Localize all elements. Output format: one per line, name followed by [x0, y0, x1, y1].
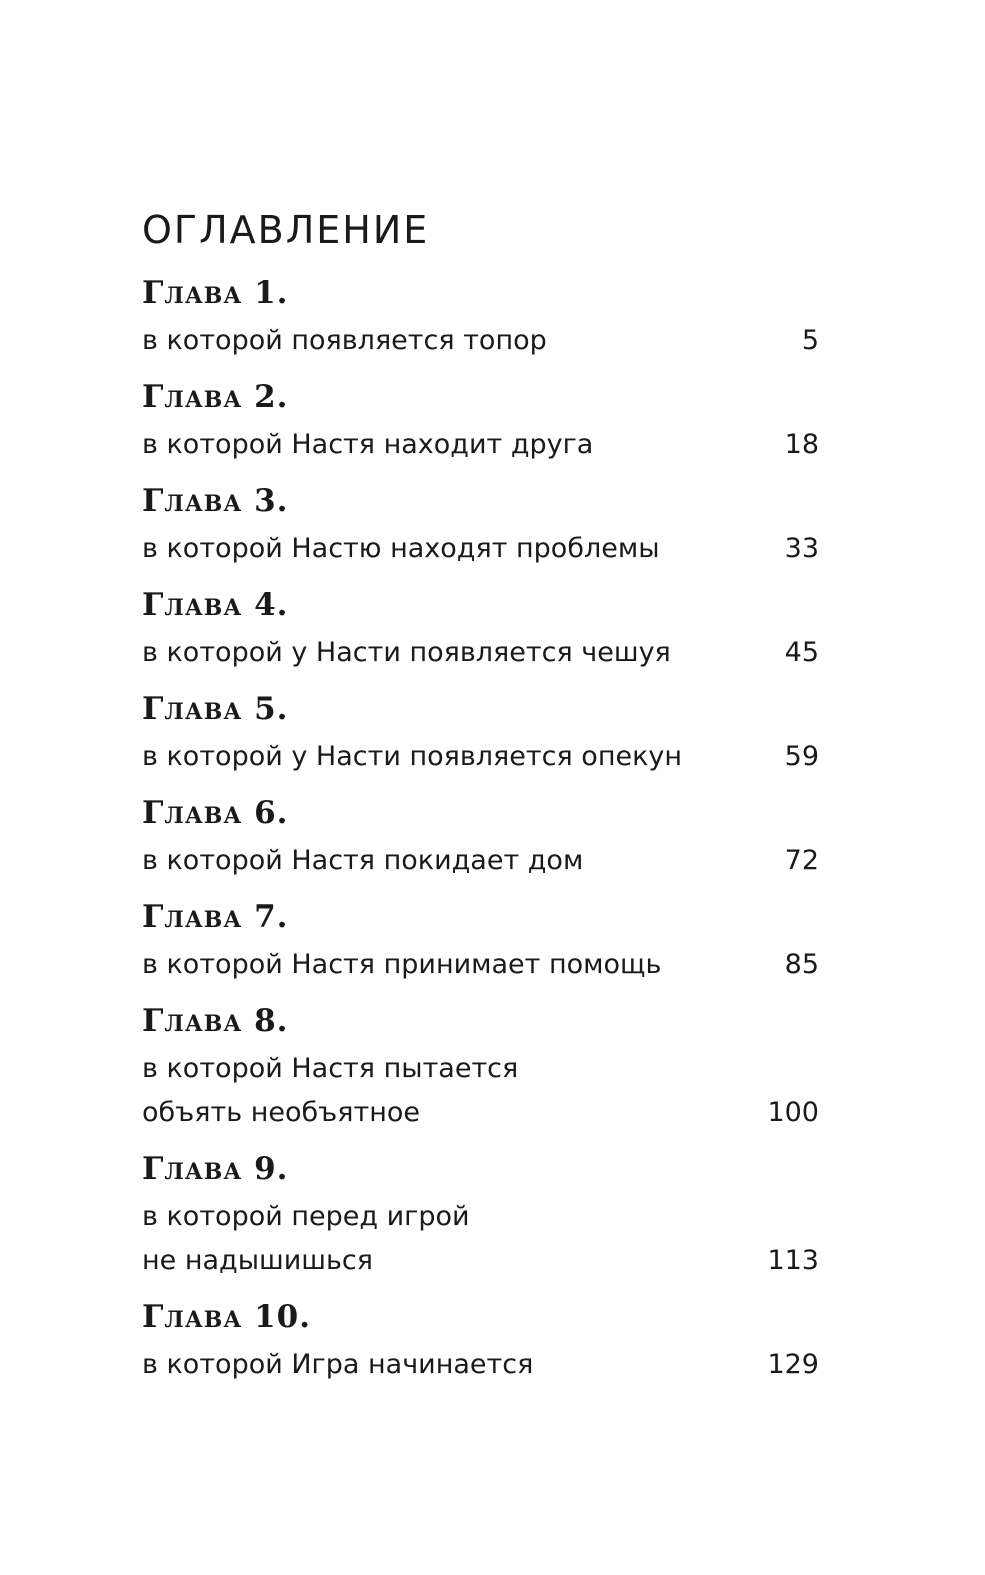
- chapter-heading: Глава 6.: [142, 795, 289, 831]
- chapter-subtitle-row: [142, 423, 819, 467]
- chapter-subtitle: [142, 1343, 533, 1387]
- toc-title: ОГЛАВЛЕНИЕ: [142, 208, 430, 252]
- chapter-heading: Глава 1.: [142, 275, 289, 311]
- chapter-subtitle-line: в которой Игра начинается: [142, 1349, 534, 1380]
- chapter-heading: Глава 2.: [142, 379, 289, 415]
- toc-entry[interactable]: [142, 267, 819, 363]
- chapter-subtitle-line: в которой Настя принимает помощь: [142, 949, 662, 980]
- chapter-heading: Глава 10.: [142, 1299, 312, 1335]
- toc-entry[interactable]: [142, 579, 819, 675]
- table-of-contents: [142, 205, 819, 1395]
- page-number: 59: [784, 741, 819, 772]
- chapter-subtitle-line: объять необъятное: [142, 1097, 420, 1128]
- toc-entry[interactable]: [142, 995, 819, 1135]
- chapter-subtitle-line: в которой у Насти появляется чешуя: [142, 637, 671, 668]
- chapter-subtitle: [142, 527, 660, 571]
- chapter-subtitle-line: в которой Настя находит друга: [142, 429, 594, 460]
- chapter-subtitle-row: [142, 319, 819, 363]
- chapter-subtitle: [142, 735, 682, 779]
- chapter-subtitle-row: [142, 1343, 819, 1387]
- page-number: 5: [801, 325, 819, 356]
- chapter-subtitle: [142, 1195, 470, 1283]
- chapter-subtitle-line: в которой перед игрой: [142, 1201, 470, 1232]
- page-number: 45: [784, 637, 819, 668]
- chapter-heading: Глава 9.: [142, 1151, 289, 1187]
- chapter-subtitle: [142, 1047, 518, 1135]
- toc-entry[interactable]: [142, 475, 819, 571]
- chapter-subtitle-row: [142, 527, 819, 571]
- toc-entry[interactable]: [142, 891, 819, 987]
- chapter-heading: Глава 3.: [142, 483, 289, 519]
- chapter-subtitle-row: [142, 631, 819, 675]
- toc-entry[interactable]: [142, 1143, 819, 1283]
- page-number: 33: [784, 533, 819, 564]
- chapter-heading: Глава 4.: [142, 587, 289, 623]
- chapter-subtitle-line: в которой у Насти появляется опекун: [142, 741, 683, 772]
- chapter-subtitle-line: в которой Настя пытается: [142, 1053, 519, 1084]
- toc-entry[interactable]: [142, 787, 819, 883]
- chapter-subtitle-row: [142, 1195, 819, 1283]
- chapter-subtitle: [142, 839, 583, 883]
- page-number: 129: [767, 1349, 819, 1380]
- toc-entry[interactable]: [142, 371, 819, 467]
- chapter-subtitle: [142, 319, 547, 363]
- chapter-subtitle-line: в которой Настю находят проблемы: [142, 533, 660, 564]
- chapter-subtitle: [142, 423, 593, 467]
- chapter-subtitle: [142, 631, 671, 675]
- chapter-subtitle: [142, 943, 661, 987]
- chapter-subtitle-row: [142, 943, 819, 987]
- chapter-heading: Глава 7.: [142, 899, 289, 935]
- chapter-subtitle-line: в которой появляется топор: [142, 325, 547, 356]
- toc-entries: [142, 267, 819, 1387]
- chapter-subtitle-line: не надышишься: [142, 1245, 373, 1276]
- page-number: 113: [767, 1245, 819, 1276]
- toc-entry[interactable]: [142, 1291, 819, 1387]
- page-number: 100: [767, 1097, 819, 1128]
- page-number: 72: [784, 845, 819, 876]
- toc-entry[interactable]: [142, 683, 819, 779]
- chapter-subtitle-row: [142, 839, 819, 883]
- chapter-heading: Глава 5.: [142, 691, 289, 727]
- chapter-subtitle-row: [142, 735, 819, 779]
- page-number: 18: [784, 429, 819, 460]
- chapter-subtitle-row: [142, 1047, 819, 1135]
- chapter-subtitle-line: в которой Настя покидает дом: [142, 845, 584, 876]
- page-number: 85: [784, 949, 819, 980]
- chapter-heading: Глава 8.: [142, 1003, 289, 1039]
